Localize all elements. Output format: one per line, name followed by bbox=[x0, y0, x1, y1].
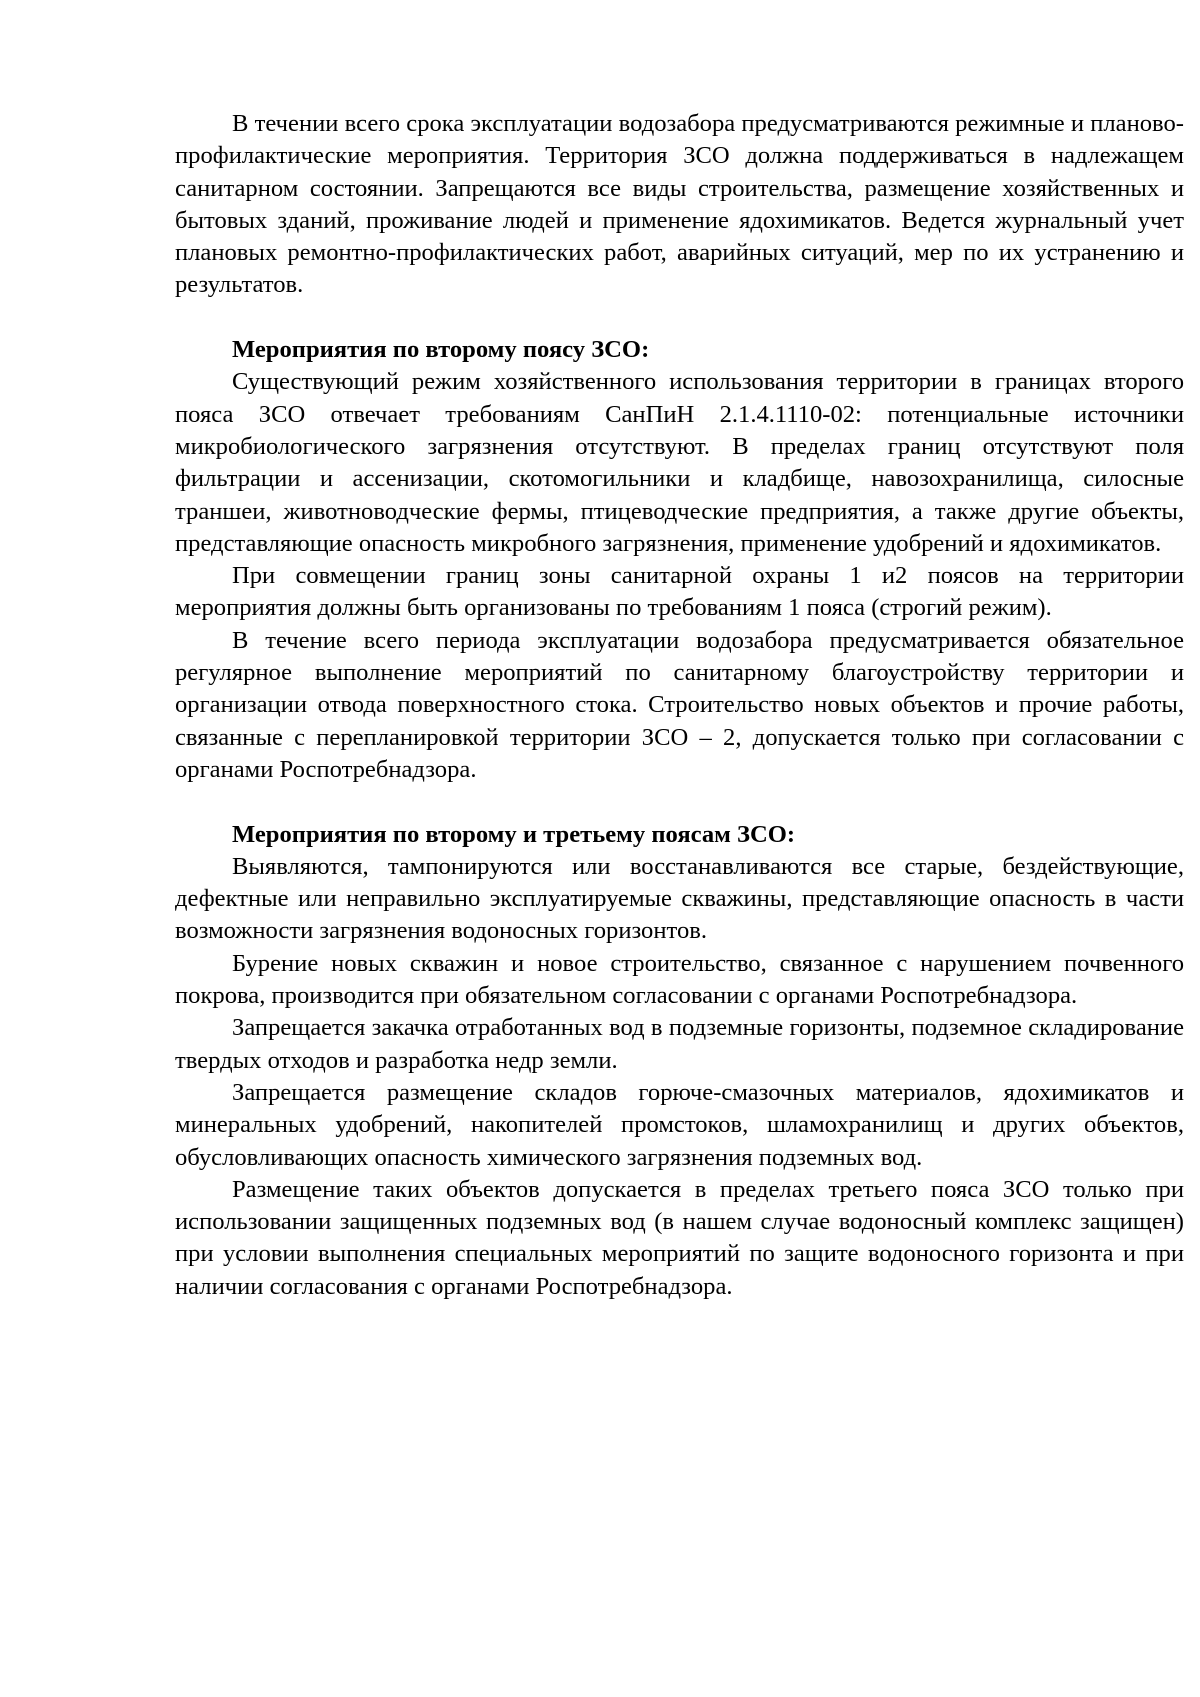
section-2-heading: Мероприятия по второму поясу ЗСО: bbox=[232, 336, 650, 364]
section-3-paragraph-5: Размещение таких объектов допускается в пределах третьего пояса ЗСО только при использовании защищенных подземных вод (в нашем случае водоносный комплекс защищен) при условии выполнения специальных мероприятий по защите водоносного горизонта и при наличии согласования с органами Роспотребнадзора. bbox=[175, 1175, 1184, 1300]
section-spacer bbox=[175, 302, 1184, 334]
section-2-paragraph-2: При совмещении границ зоны санитарной охраны 1 и2 поясов на территории мероприятия должны быть организованы по требованиям 1 пояса (строгий режим). bbox=[175, 562, 1184, 622]
intro-paragraph: В течении всего срока эксплуатации водозабора предусматриваются режимные и планово-профилактические мероприятия. Территория ЗСО должна поддерживаться в надлежащем санитарном состоянии. Запрещаются все виды строительства, размещение хозяйственных и бытовых зданий, проживание людей и применение ядохимикатов. Ведется журнальный учет плановых ремонтно-профилактических работ, аварийных ситуаций, мер по их устранению и результатов. bbox=[175, 110, 1184, 299]
section-3-paragraph-4: Запрещается размещение складов горюче-смазочных материалов, ядохимикатов и минеральных удобрений, накопителей промстоков, шламохранилищ и других объектов, обусловливающих опасность химического загрязнения подземных вод. bbox=[175, 1078, 1184, 1171]
section-spacer bbox=[175, 786, 1184, 818]
section-3-paragraph-3: Запрещается закачка отработанных вод в подземные горизонты, подземное складирование твердых отходов и разработка недр земли. bbox=[175, 1014, 1184, 1074]
section-3-paragraph-2: Бурение новых скважин и новое строительство, связанное с нарушением почвенного покрова, производится при обязательном согласовании с органами Роспотребнадзора. bbox=[175, 949, 1184, 1010]
section-2-paragraph-3: В течение всего периода эксплуатации водозабора предусматривается обязательное регулярное выполнение мероприятий по санитарному благоустройству территории и организации отвода поверхностного стока. Строительство новых объектов и прочие работы, связанные с перепланировкой территории ЗСО – 2, допускается только при согласовании с органами Роспотребнадзора. bbox=[175, 626, 1184, 783]
section-3-paragraph-1: Выявляются, тампонируются или восстанавливаются все старые, бездействующие, дефектные или неправильно эксплуатируемые скважины, представляющие опасность в части возможности загрязнения водоносных горизонтов. bbox=[175, 852, 1184, 945]
document-page bbox=[175, 108, 1184, 1303]
section-3-heading: Мероприятия по второму и третьему поясам ЗСО: bbox=[232, 820, 796, 848]
section-2-paragraph-1: Существующий режим хозяйственного использования территории в границах второго пояса ЗСО отвечает требованиям СанПиН 2.1.4.1110-02: потенциальные источники микробиологического загрязнения отсутствуют. В пределах границ отсутствуют поля фильтрации и ассенизации, скотомогильники и кладбище, навозохранилища, силосные траншеи, животноводческие фермы, птицеводческие предприятия, а также другие объекты, представляющие опасность микробного загрязнения, применение удобрений и ядохимикатов. bbox=[175, 368, 1184, 557]
